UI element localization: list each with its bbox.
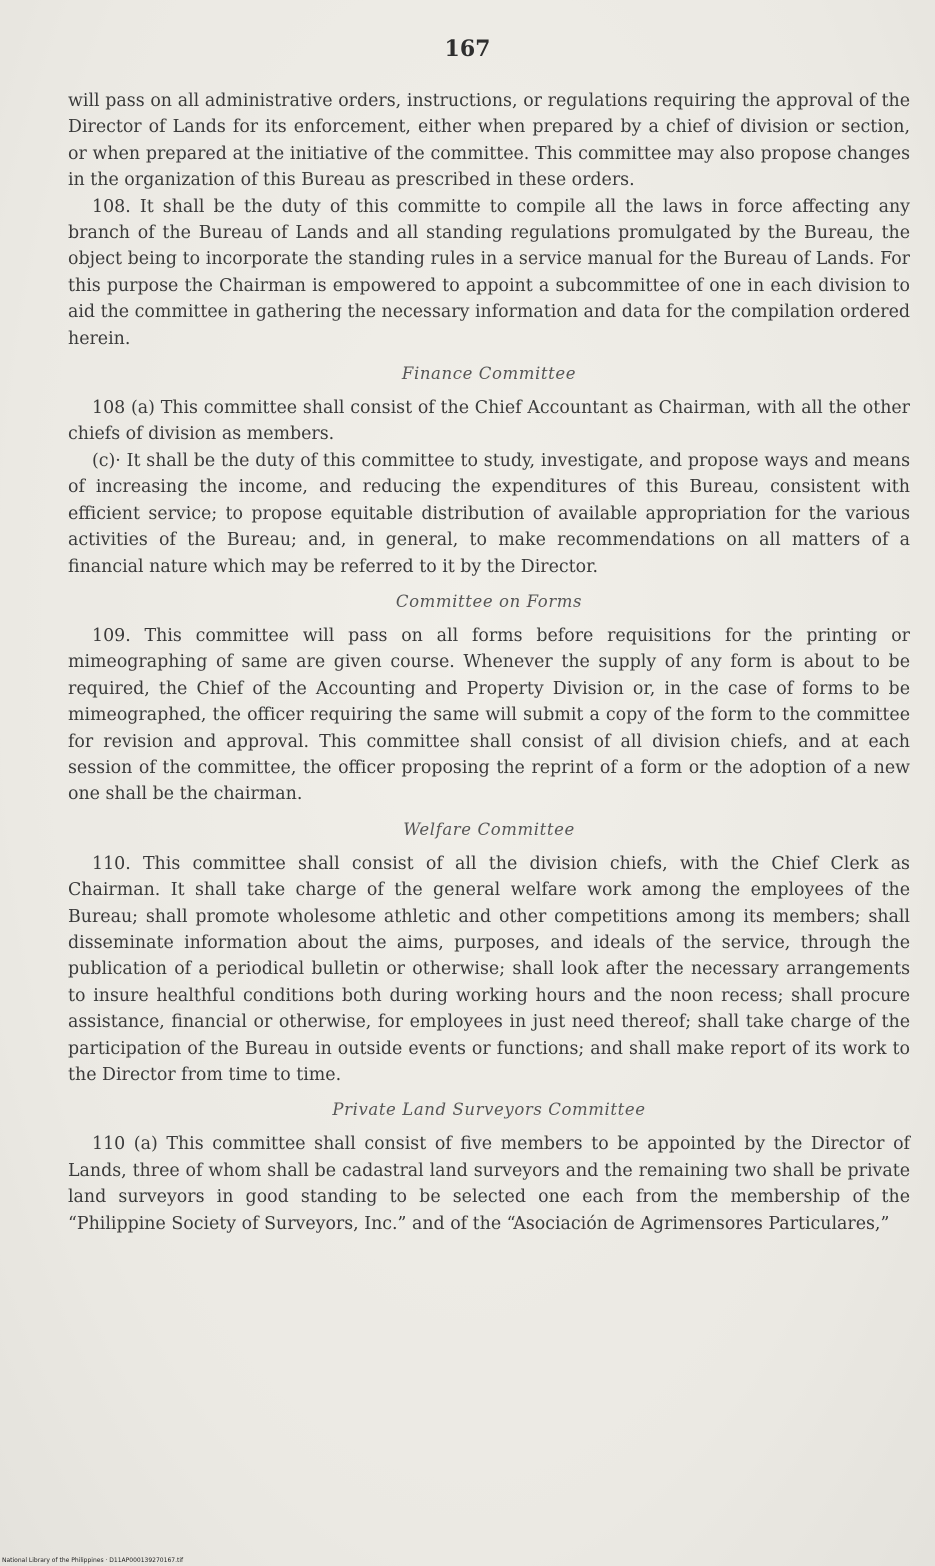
section-heading-forms: Committee on Forms	[395, 591, 583, 611]
paragraph-108c: (c)· It shall be the duty of this committee to study, investigate, and propose ways and means of increasing the income, and reducing the expenditures of this Bureau, consistent with efficient service; to propose equitable distribution of available appropriation for the various activities of the Bureau; and, in general, to make recommendations on all matters of a financial nature which may be referred to it by the Director.	[68, 450, 910, 577]
paragraph-110: 110. This committee shall consist of all the division chiefs, with the Chief Clerk as Chairman. It shall take charge of the general welfare work among the employees of the Bureau; shall promote wholesome athletic and other competitions among its members; shall disseminate information about the aims, purposes, and ideals of the service, through the publication of a periodical bulletin or otherwise; shall look after the necessary arrangements to insure healthful conditions both during working hours and the noon recess; shall procure assistance, financial or otherwise, for employees in just need thereof; shall take charge of the participation of the Bureau in outside events or functions; and shall make report of its work to the Director from time to time.	[68, 853, 910, 1085]
page-number: 167	[444, 36, 491, 62]
section-heading-welfare: Welfare Committee	[403, 819, 575, 839]
paragraph-110a: 110 (a) This committee shall consist of five members to be appointed by the Director of Lands, three of whom shall be cadastral land surveyors and the remaining two shall be private land surveyors in good standing to be selected one each from the membership of the “Philippine Society of Surveyors, Inc.” and of the “Asociación de Agrimensores Particulares,”	[68, 1134, 910, 1234]
paragraph-109: 109. This committee will pass on all forms before requisitions for the printing or mimeographing of same are given course. Whenever the supply of any form is about to be required, the Chief of the Accounting and Property Division or, in the case of forms to be mimeographed, the officer requiring the same will submit a copy of the form to the committee for revision and approval. This committee shall consist of all division chiefs, and at each session of the committee, the officer proposing the reprint of a form or the adoption of a new one shall be the chairman.	[68, 625, 910, 805]
paragraph-continuation: will pass on all administrative orders, instructions, or regulations requiring the approval of the Director of Lands for its enforcement, either when prepared by a chief of division or section, or when prepared at the initiative of the committee. This committee may also propose changes in the organization of this Bureau as prescribed in these orders.	[68, 91, 910, 191]
paragraph-108a: 108 (a) This committee shall consist of the Chief Accountant as Chairman, with all the other chiefs of division as members.	[68, 398, 910, 445]
section-heading-surveyors: Private Land Surveyors Committee	[332, 1100, 646, 1120]
paragraph-108: 108. It shall be the duty of this committe to compile all the laws in force affecting any branch of the Bureau of Lands and all standing regulations promulgated by the Bureau, the object being to incorporate the standing rules in a service manual for the Bureau of Lands. For this purpose the Chairman is empowered to appoint a subcommittee of one in each division to aid the committee in gathering the necessary information and data for the compilation ordered herein.	[68, 196, 910, 349]
section-heading-finance: Finance Committee	[401, 364, 577, 384]
scan-footer: National Library of the Philippines · D11AP000139270167.tif	[2, 1557, 184, 1564]
page-body	[68, 88, 910, 1237]
